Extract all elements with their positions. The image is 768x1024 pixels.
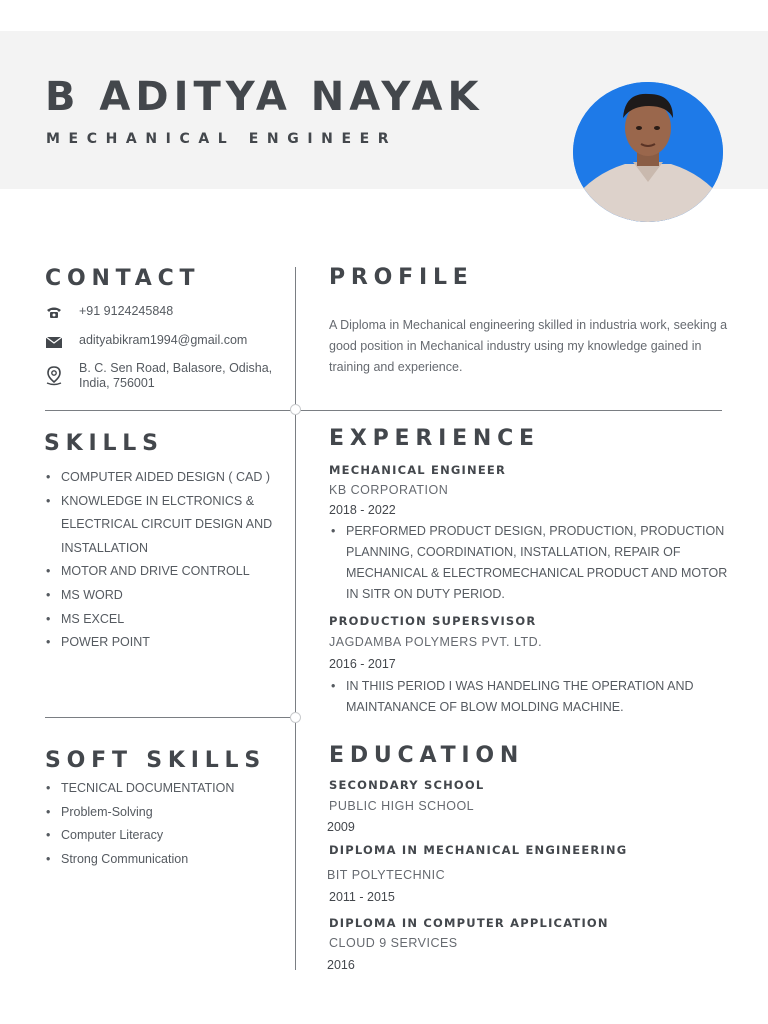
contact-phone bbox=[45, 304, 173, 322]
education-title: DIPLOMA IN COMPUTER APPLICATION bbox=[329, 916, 609, 930]
list-item: • MS EXCEL bbox=[45, 608, 285, 632]
education-title: SECONDARY SCHOOL bbox=[329, 778, 485, 792]
education-school: BIT POLYTECHNIC bbox=[327, 868, 446, 882]
list-item: • Problem-Solving bbox=[45, 801, 285, 825]
education-heading: EDUCATION bbox=[329, 743, 525, 768]
divider-top bbox=[45, 410, 722, 411]
phone-number: +91 9124245848 bbox=[79, 304, 174, 318]
contact-email bbox=[45, 333, 247, 351]
job-years: 2018 - 2022 bbox=[329, 503, 396, 517]
experience-heading: EXPERIENCE bbox=[329, 426, 540, 451]
skills-heading: SKILLS bbox=[44, 431, 164, 456]
divider-node bbox=[290, 712, 301, 723]
email-address: adityabikram1994@gmail.com bbox=[79, 333, 248, 347]
location-pin-icon bbox=[45, 366, 63, 384]
address-line: B. C. Sen Road, Balasore, Odisha, bbox=[79, 361, 273, 375]
education-years: 2016 bbox=[327, 958, 355, 972]
education-years: 2011 - 2015 bbox=[329, 890, 395, 904]
address-line: India, 756001 bbox=[79, 376, 155, 390]
profile-text: A Diploma in Mechanical engineering skilled in industria work, seeking a good position in Mechanical industry using my knowledge gained in training and experience. bbox=[329, 318, 728, 374]
list-item: • Strong Communication bbox=[45, 848, 285, 872]
profile-heading: PROFILE bbox=[329, 265, 474, 290]
job-title: MECHANICAL ENGINEER bbox=[329, 463, 507, 477]
profile-photo bbox=[573, 82, 723, 222]
contact-address bbox=[45, 361, 272, 391]
contact-heading: CONTACT bbox=[45, 266, 201, 291]
candidate-name: B ADITYA NAYAK bbox=[45, 74, 484, 120]
list-item: • COMPUTER AIDED DESIGN ( CAD ) bbox=[45, 466, 285, 490]
phone-icon bbox=[45, 304, 63, 322]
education-title: DIPLOMA IN MECHANICAL ENGINEERING bbox=[329, 843, 628, 857]
job-years: 2016 - 2017 bbox=[329, 657, 396, 671]
list-item: • MS WORD bbox=[45, 584, 285, 608]
soft-skills-list bbox=[45, 777, 285, 871]
vertical-divider bbox=[295, 267, 296, 970]
job-company: JAGDAMBA POLYMERS PVT. LTD. bbox=[329, 635, 543, 649]
job-company: KB CORPORATION bbox=[329, 483, 449, 497]
job-title: PRODUCTION SUPERSVISOR bbox=[329, 614, 537, 628]
list-item: • IN THIIS PERIOD I WAS HANDELING THE OPERATION AND MAINTANANCE OF BLOW MOLDING MACHINE. bbox=[329, 676, 729, 718]
skills-list bbox=[45, 466, 285, 655]
job-duties bbox=[329, 521, 729, 605]
education-school: PUBLIC HIGH SCHOOL bbox=[329, 799, 475, 813]
list-item: • TECNICAL DOCUMENTATION bbox=[45, 777, 285, 801]
list-item: • POWER POINT bbox=[45, 631, 285, 655]
list-item: • KNOWLEDGE IN ELCTRONICS & ELECTRICAL CIRCUIT DESIGN AND INSTALLATION bbox=[45, 490, 285, 561]
list-item: • Computer Literacy bbox=[45, 824, 285, 848]
job-duties bbox=[329, 676, 729, 718]
education-school: CLOUD 9 SERVICES bbox=[329, 936, 458, 950]
envelope-icon bbox=[45, 333, 63, 351]
soft-skills-heading: SOFT SKILLS bbox=[45, 748, 267, 773]
education-years: 2009 bbox=[327, 820, 355, 834]
candidate-title: MECHANICAL ENGINEER bbox=[46, 131, 398, 147]
divider-node bbox=[290, 404, 301, 415]
list-item: • MOTOR AND DRIVE CONTROLL bbox=[45, 560, 285, 584]
divider-left-bottom bbox=[45, 717, 295, 718]
list-item: • PERFORMED PRODUCT DESIGN, PRODUCTION, PRODUCTION PLANNING, COORDINATION, INSTALLATION, REPAIR OF MECHANICAL & ELECTROMECHANICAL PRODUCT AND MOTOR IN SITR ON DUTY PERIOD. bbox=[329, 521, 729, 605]
